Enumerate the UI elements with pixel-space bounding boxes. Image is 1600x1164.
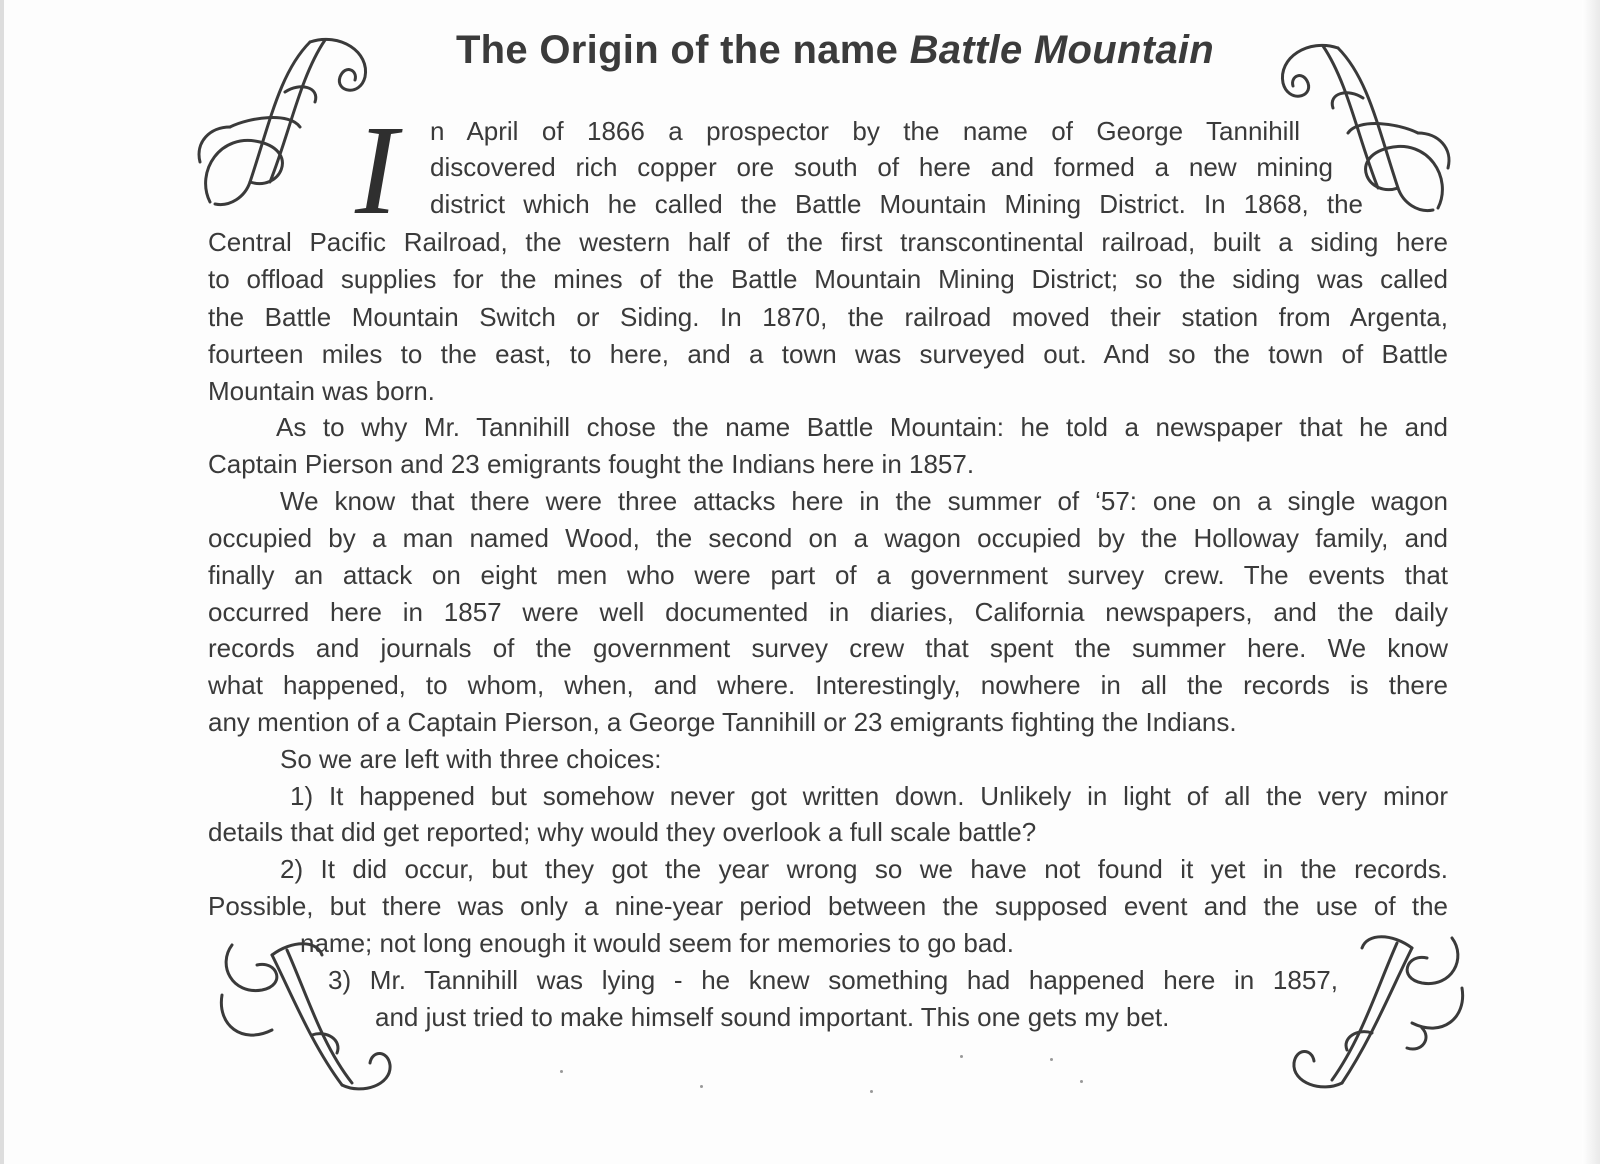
scan-speck [960,1055,963,1058]
body-line: Captain Pierson and 23 emigrants fought the Indians here in 1857. [208,449,975,479]
scan-speck [700,1085,703,1088]
body-line: district which he called the Battle Mountain Mining District. In 1868, the [430,189,1363,219]
body-line: n April of 1866 a prospector by the name of George Tannihill [430,116,1300,146]
flourish-bottom-right-icon [1272,928,1472,1098]
body-line: name; not long enough it would seem for memories to go bad. [300,928,1014,958]
body-line: records and journals of the government survey crew that spent the summer here. We know [208,633,1448,663]
body-line: details that did get reported; why would they overlook a full scale battle? [208,817,1037,847]
body-line: 3) Mr. Tannihill was lying - he knew something had happened here in 1857, [328,965,1338,995]
page-edge-left [0,0,4,1164]
body-line: Central Pacific Railroad, the western half of the first transcontinental railroad, built a siding here [208,227,1448,257]
scan-speck [1050,1058,1053,1061]
page-title [395,28,1275,73]
body-line: As to why Mr. Tannihill chose the name Battle Mountain: he told a newspaper that he and [276,412,1448,442]
scan-speck [1080,1080,1083,1083]
body-line: the Battle Mountain Switch or Siding. In 1870, the railroad moved their station from Argenta, [208,302,1448,332]
body-line: So we are left with three choices: [280,744,662,774]
title-main: The Origin of the name [455,28,910,72]
body-line: 1) It happened but somehow never got written down. Unlikely in light of all the very minor [290,781,1448,811]
title-italic: Battle Mountain [909,28,1215,72]
body-line: finally an attack on eight men who were part of a government survey crew. The events that [208,560,1448,590]
body-line: Mountain was born. [208,376,435,406]
body-line: fourteen miles to the east, to here, and a town was surveyed out. And so the town of Battle [208,339,1448,369]
body-line: 2) It did occur, but they got the year wrong so we have not found it yet in the records. [280,854,1448,884]
scan-speck [560,1070,563,1073]
body-line: to offload supplies for the mines of the Battle Mountain Mining District; so the siding was called [208,264,1448,294]
body-line: discovered rich copper ore south of here and formed a new mining [430,152,1333,182]
body-line: any mention of a Captain Pierson, a George Tannihill or 23 emigrants fighting the Indians. [208,707,1237,737]
body-line: Possible, but there was only a nine-year period between the supposed event and the use of the [208,891,1448,921]
body-line: what happened, to whom, when, and where. Interestingly, nowhere in all the records is there [208,670,1448,700]
body-line: We know that there were three attacks here in the summer of ‘57: one on a single wagon [280,486,1448,516]
page-edge-right [1582,0,1600,1164]
body-line: occupied by a man named Wood, the second on a wagon occupied by the Holloway family, and [208,523,1448,553]
scan-speck [870,1090,873,1093]
drop-cap: I [355,99,398,241]
body-line: and just tried to make himself sound important. This one gets my bet. [375,1002,1170,1032]
body-line: occurred here in 1857 were well documented in diaries, California newspapers, and the daily [208,597,1448,627]
